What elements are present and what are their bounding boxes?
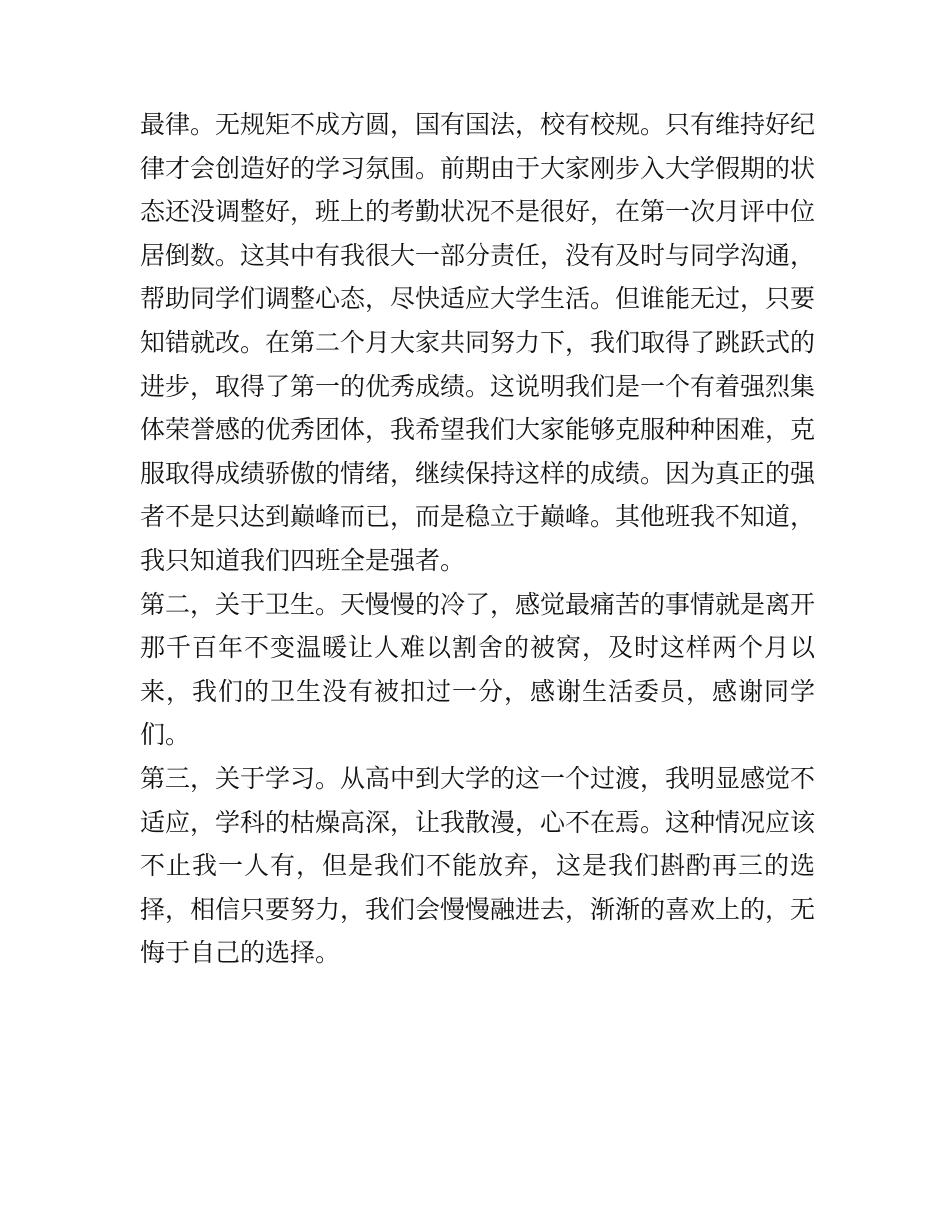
paragraph-study: 第三，关于学习。从高中到大学的这一个过渡，我明显感觉不适应，学科的枯燥高深，让我散漫，心不在焉。这种情况应该不止我一人有，但是我们不能放弃，这是我们斟酌再三的选择，相信只要努力，我们会慢慢融进去，渐渐的喜欢上的，无悔于自己的选择。 xyxy=(140,763,816,968)
document-body xyxy=(140,103,815,975)
paragraph-hygiene: 第二，关于卫生。天慢慢的冷了，感觉最痛苦的事情就是离开那千百年不变温暖让人难以割舍的被窝，及时这样两个月以来，我们的卫生没有被扣过一分，感谢生活委员，感谢同学们。 xyxy=(140,589,816,750)
paragraph-discipline: 最律。无规矩不成方圆，国有国法，校有校规。只有维持好纪律才会创造好的学习氛围。前期由于大家刚步入大学假期的状态还没调整好，班上的考勤状况不是很好，在第一次月评中位居倒数。这其中有我很大一部分责任，没有及时与同学沟通，帮助同学们调整心态，尽快适应大学生活。但谁能无过，只要知错就改。在第二个月大家共同努力下，我们取得了跳跃式的进步，取得了第一的优秀成绩。这说明我们是一个有着强烈集体荣誉感的优秀团体，我希望我们大家能够克服种种困难，克服取得成绩骄傲的情绪，继续保持这样的成绩。因为真正的强者不是只达到巅峰而已，而是稳立于巅峰。其他班我不知道，我只知道我们四班全是强者。 xyxy=(140,110,816,575)
